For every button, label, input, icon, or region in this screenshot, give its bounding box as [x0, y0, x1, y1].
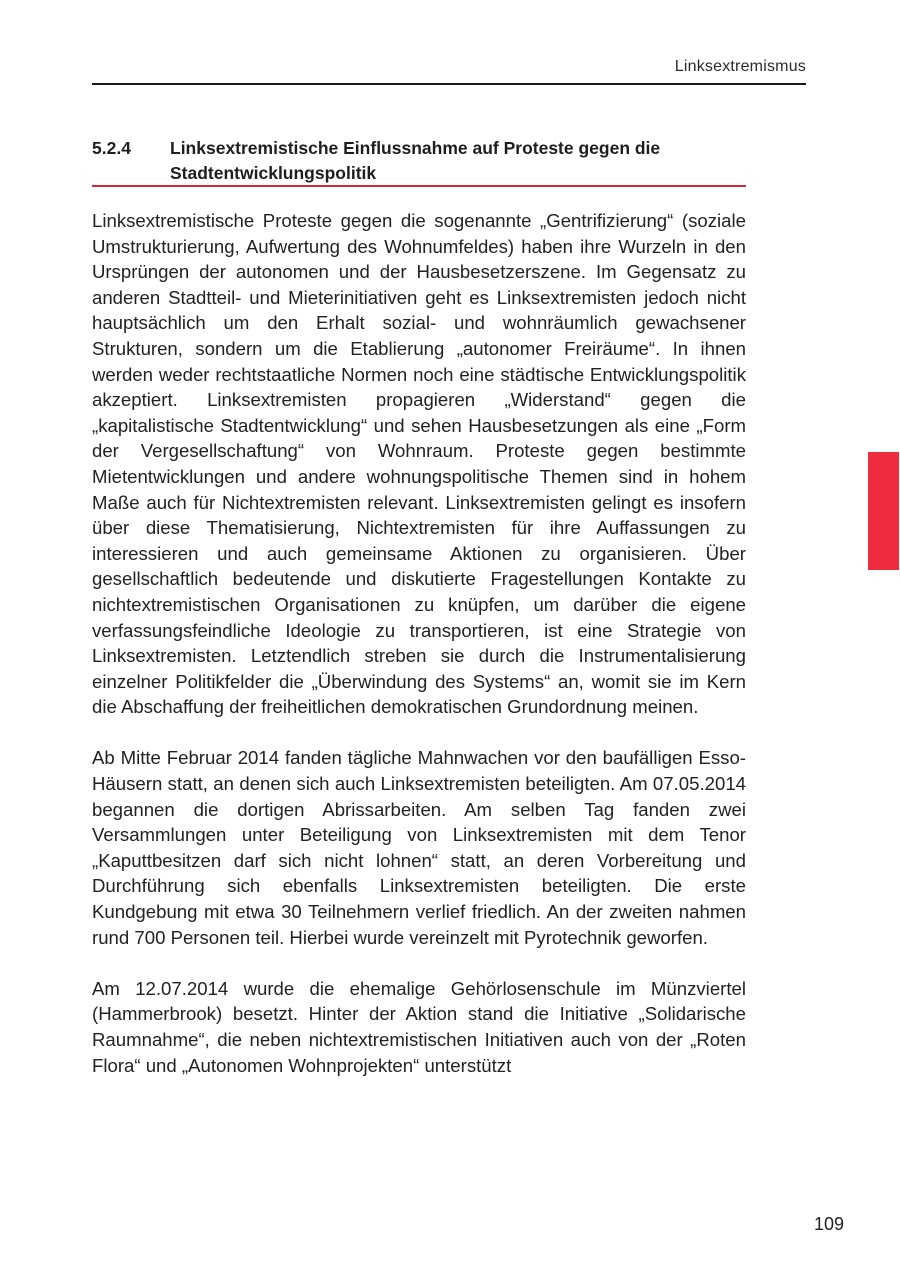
page-number: 109	[813, 1214, 844, 1234]
section-number: 5.2.4	[92, 138, 131, 158]
paragraph-1: Linksextremistische Proteste gegen die sogenannte „Gentrifizierung“ (soziale Umstrukturierung, Aufwertung des Wohnumfeldes) haben ihre Wurzeln in den Ursprüngen der autonomen und der Hausbesetzerszene. Im Gegensatz zu anderen Stadtteil- und Mieterinitiativen geht es Linksextremisten jedoch nicht hauptsächlich um den Erhalt sozial- und wohnräumlich gewachsener Strukturen, sondern um die Etablierung „autonomer Freiräume“. In ihnen werden weder rechtstaatliche Normen noch eine städtische Entwicklungspolitik akzeptiert. Linksextremisten propagieren „Widerstand“ gegen die „kapitalistische Stadtentwicklung“ und sehen Hausbesetzungen als eine „Form der Vergesellschaftung“ von Wohnraum. Proteste gegen bestimmte Mietentwicklungen und andere wohnungspolitische Themen sind in hohem Maße auch für Nichtextremisten relevant. Linksextremisten gelingt es insofern über diese Thematisierung, Nichtextremisten für ihre Auffassungen zu interessieren und auch gemeinsame Aktionen zu organisieren. Über gesellschaftlich bedeutende und diskutierte Fragestellungen Kontakte zu nichtextremistischen Organisationen zu knüpfen, um darüber die eigene verfassungsfeindliche Ideologie zu transportieren, ist eine Strategie von Linksextremisten. Letztendlich streben sie durch die Instrumentalisierung einzelner Politikfelder die „Überwindung des Systems“ an, womit sie im Kern die Abschaffung der freiheitlichen demokratischen Grundordnung meinen.	[92, 210, 746, 718]
section-heading	[92, 136, 746, 186]
body-text	[92, 208, 746, 1104]
paragraph-2: Ab Mitte Februar 2014 fanden tägliche Mahnwachen vor den baufälligen Esso-Häusern statt, an denen sich auch Linksextremisten beteiligten. Am 07.05.2014 begannen die dortigen Abrissarbeiten. Am selben Tag fanden zwei Versammlungen unter Beteiligung von Linksextremisten mit dem Tenor „Kaputtbesitzen darf sich nicht lohnen“ statt, an deren Vorbereitung und Durchführung sich ebenfalls Linksextremisten beteiligten. Die erste Kundgebung mit etwa 30 Teilnehmern verlief friedlich. An der zweiten nahmen rund 700 Personen teil. Hierbei wurde vereinzelt mit Pyrotechnik geworfen.	[92, 747, 746, 948]
paragraph-3: Am 12.07.2014 wurde die ehemalige Gehörlosenschule im Münzviertel (Hammerbrook) besetzt. Hinter der Aktion stand die Initiative „Solidarische Raumnahme“, die neben nichtextremistischen Initiativen auch von der „Roten Flora“ und „Autonomen Wohnprojekten“ unterstützt	[92, 977, 746, 1076]
running-header-title: Linksextremismus	[674, 58, 806, 75]
chapter-thumb-tab	[868, 452, 899, 570]
header-divider	[92, 83, 806, 85]
section-title: Linksextremistische Einflussnahme auf Proteste gegen die Stadtentwicklungspolitik	[170, 138, 661, 183]
heading-underline	[92, 185, 746, 187]
